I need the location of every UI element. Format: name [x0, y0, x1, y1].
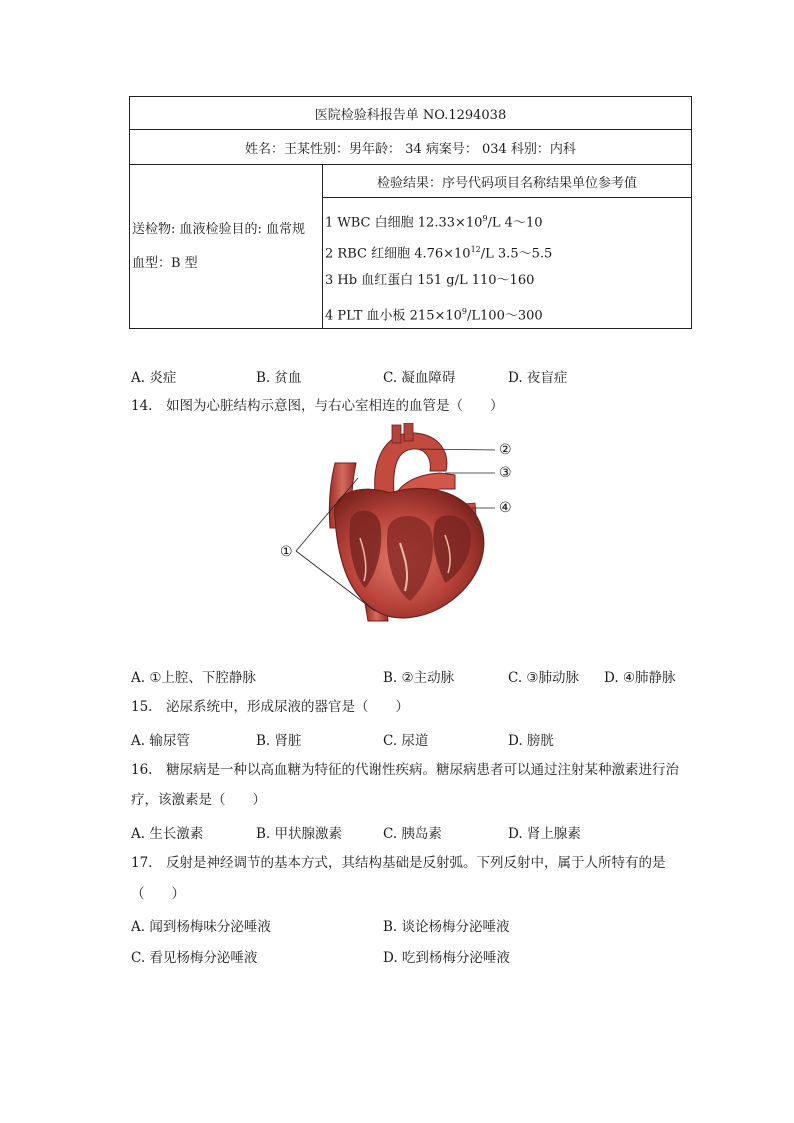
result-item-wbc: 1 WBC 白细胞 $12.33\times 10^9/L$ 4～10	[325, 214, 543, 231]
q16-option-b[interactable]: B. 甲状腺激素	[256, 826, 343, 842]
q14-option-c[interactable]: C. ③肺动脉	[508, 670, 580, 686]
q17-option-b[interactable]: B. 谈论杨梅分泌唾液	[383, 919, 510, 935]
q15-option-b[interactable]: B. 肾脏	[256, 733, 302, 749]
result-items	[323, 198, 692, 329]
q14-stem: 14. 如图为心脏结构示意图，与右心室相连的血管是（ ）	[131, 398, 504, 414]
heart-label-3: ③	[499, 465, 512, 481]
q15-option-a[interactable]: A. 输尿管	[131, 733, 190, 749]
q17-stem-line1: 17. 反射是神经调节的基本方式，其结构基础是反射弧。下列反射中，属于人所特有的是	[131, 855, 666, 871]
heart-illustration	[280, 423, 520, 628]
q15-option-c[interactable]: C. 尿道	[383, 733, 429, 749]
q13-option-c[interactable]: C. 凝血障碍	[383, 370, 456, 386]
specimen-info	[130, 165, 323, 329]
patient-info: 姓名：王某性别：男年龄： 34 病案号： 034 科别：内科	[130, 130, 692, 165]
q16-option-c[interactable]: C. 胰岛素	[383, 826, 442, 842]
q16-stem-line1: 16. 糖尿病是一种以高血糖为特征的代谢性疾病。糖尿病患者可以通过注射某种激素进行治	[131, 762, 679, 778]
result-item-plt: 4 PLT 血小板 $215\times 10^9/L100\sim 300$	[325, 307, 543, 324]
q15-stem: 15. 泌尿系统中，形成尿液的器官是（ ）	[131, 699, 409, 715]
q17-stem-line2: （ ）	[131, 886, 185, 902]
q14-option-d[interactable]: D. ④肺静脉	[604, 670, 676, 686]
q16-option-d[interactable]: D. 肾上腺素	[508, 826, 581, 842]
result-header: 检验结果：序号代码项目名称结果单位参考值	[323, 165, 692, 198]
q13-option-d[interactable]: D. 夜盲症	[508, 370, 568, 386]
blood-type-line: 血型：B 型	[132, 255, 198, 271]
q13-option-a[interactable]: A. 炎症	[131, 370, 177, 386]
report-title: 医院检验科报告单 NO.1294038	[130, 97, 692, 130]
specimen-line: 送检物: 血液检验目的: 血常规	[132, 221, 306, 237]
heart-label-1: ①	[280, 544, 293, 560]
q17-option-c[interactable]: C. 看见杨梅分泌唾液	[131, 950, 258, 966]
q13-option-b[interactable]: B. 贫血	[256, 370, 302, 386]
q14-option-b[interactable]: B. ②主动脉	[383, 670, 455, 686]
q17-option-d[interactable]: D. 吃到杨梅分泌唾液	[383, 950, 510, 966]
q14-option-a[interactable]: A. ①上腔、下腔静脉	[131, 670, 256, 686]
result-item-rbc: 2 RBC 红细胞 $4.76\times 10^{12}/L$ 3.5～5.5	[325, 245, 553, 262]
result-item-hb: 3 Hb 血红蛋白 151 g/L 110～160	[325, 273, 535, 288]
heart-label-4: ④	[499, 500, 512, 516]
q15-option-d[interactable]: D. 膀胱	[508, 733, 554, 749]
lab-report-table	[129, 96, 692, 329]
heart-label-2: ②	[499, 442, 512, 458]
q16-stem-line2: 疗，该激素是（ ）	[131, 792, 266, 808]
q16-option-a[interactable]: A. 生长激素	[131, 826, 204, 842]
q17-option-a[interactable]: A. 闻到杨梅味分泌唾液	[131, 919, 271, 935]
heart-diagram	[280, 423, 520, 628]
